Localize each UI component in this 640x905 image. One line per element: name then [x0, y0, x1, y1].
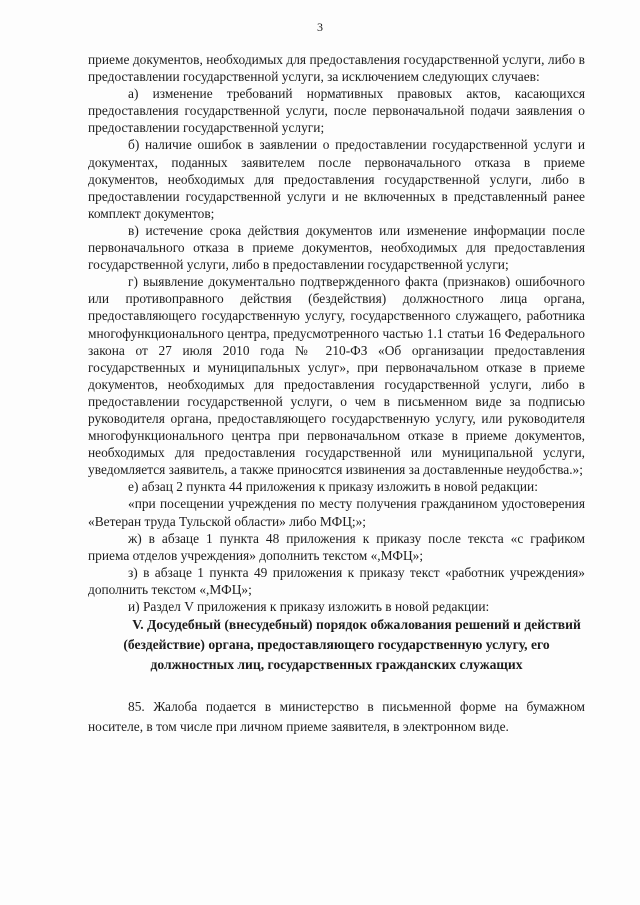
paragraph-item-g: г) выявление документально подтвержденного факта (признаков) ошибочного или противоправного действия (бездействия) должностного лица органа, предоставляющего государственную услугу, государственного служащего, работника многофункционального центра, предусмотренного частью 1.1 статьи 16 Федерального закона от 27 июля 2010 года № 210-ФЗ «Об организации предоставления государственных и муниципальных услуг», при первоначальном отказе в приеме документов, необходимых для предоставления государственной услуги, либо в предоставлении государственной услуги, о чем в письменном виде за подписью руководителя органа, предоставляющего государственную услугу, или руководителя многофункционального центра при первоначальном отказе в приеме документов, необходимых для предоставления государственной или муниципальной услуги, уведомляется заявитель, а также приносятся извинения за доставленные неудобства.»;: [88, 274, 585, 478]
spacer: [88, 675, 585, 697]
paragraph-item-v: в) истечение срока действия документов или изменение информации после первоначального отказа в приеме документов, необходимых для предоставления государственной услуги, либо в предоставлении государственной услуги;: [88, 222, 585, 273]
paragraph-item-a: а) изменение требований нормативных правовых актов, касающихся предоставления государственной услуги, после первоначальной подачи заявления о предоставлении государственной услуги;: [88, 86, 585, 136]
paragraph-85: 85. Жалоба подается в министерство в письменной форме на бумажном носителе, в том числе при личном приеме заявителя, в электронном виде.: [88, 699, 585, 735]
section-heading: V. Досудебный (внесудебный) порядок обжалования решений и действий (бездействие) органа, предоставляющего государственную услугу, его должностных лиц, государственных гражданских служащих: [123, 617, 581, 673]
paragraph-item-b: б) наличие ошибок в заявлении о предоставлении государственной услуги и документах, поданных заявителем после первоначального отказа в приеме документов, необходимых для предоставления государственной услуги, либо в предоставлении государственной услуги и не включенных в представленный ранее комплект документов;: [88, 137, 585, 221]
document-body: [88, 51, 585, 737]
paragraph-continuation: приеме документов, необходимых для предоставления государственной услуги, либо в предоставлении государственной услуги, за исключением следующих случаев:: [88, 52, 585, 85]
paragraph-item-z: з) в абзаце 1 пункта 49 приложения к приказу текст «работник учреждения» дополнить текстом «,МФЦ»;: [88, 564, 585, 597]
page-number: 3: [317, 20, 323, 34]
paragraph-item-zh: ж) в абзаце 1 пункта 48 приложения к приказу после текста «с графиком приема отделов учреждения» дополнить текстом «,МФЦ»;: [88, 530, 585, 563]
paragraph-item-i: и) Раздел V приложения к приказу изложить в новой редакции:: [128, 599, 490, 614]
paragraph-quote: «при посещении учреждения по месту получения гражданином удостоверения «Ветеран труда Тульской области» либо МФЦ;»;: [88, 496, 585, 529]
paragraph-item-e: е) абзац 2 пункта 44 приложения к приказу изложить в новой редакции:: [128, 479, 538, 495]
